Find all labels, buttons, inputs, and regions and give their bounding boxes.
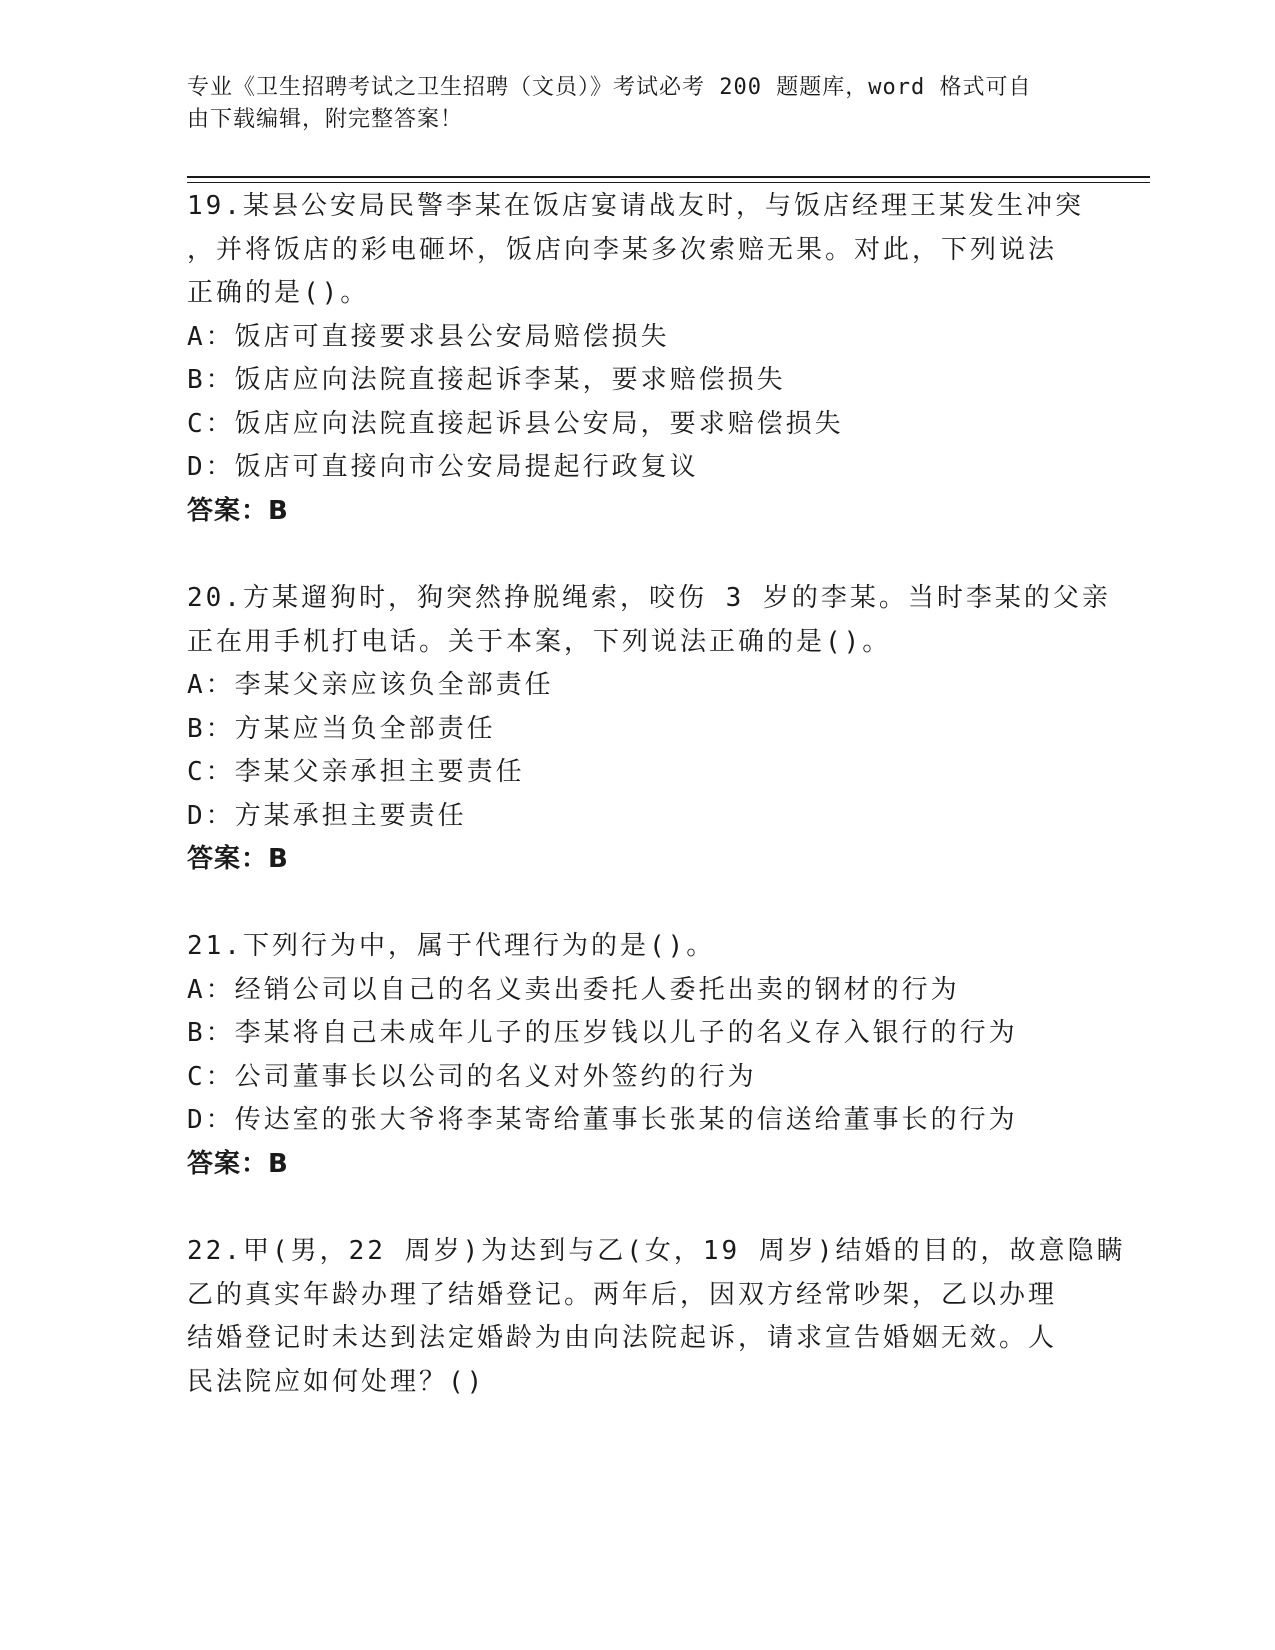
question-21-line-1: 21.下列行为中，属于代理行为的是()。 <box>187 931 716 961</box>
header-divider-thick <box>187 176 1150 178</box>
question-22-line-3: 结婚登记时未达到法定婚龄为由向法院起诉，请求宣告婚姻无效。人 <box>187 1323 1058 1353</box>
question-21-option-a: A：经销公司以自己的名义卖出委托人委托出卖的钢材的行为 <box>187 975 960 1005</box>
question-22-line-1: 22.甲(男，22 周岁)为达到与乙(女，19 周岁)结婚的目的，故意隐瞒 <box>187 1236 1126 1266</box>
question-20-answer: 答案：B <box>187 844 289 874</box>
header-line-2: 由下载编辑，附完整答案！ <box>187 107 464 132</box>
question-19-option-c: C：饭店应向法院直接起诉县公安局，要求赔偿损失 <box>187 409 844 439</box>
question-19-option-d: D：饭店可直接向市公安局提起行政复议 <box>187 452 699 482</box>
question-20-line-2: 正在用手机打电话。关于本案，下列说法正确的是()。 <box>187 627 892 657</box>
question-20-option-b: B：方某应当负全部责任 <box>187 714 496 744</box>
question-21-option-d: D：传达室的张大爷将李某寄给董事长张某的信送给董事长的行为 <box>187 1105 1018 1135</box>
question-20-option-c: C：李某父亲承担主要责任 <box>187 757 525 787</box>
question-20-line-1: 20.方某遛狗时，狗突然挣脱绳索，咬伤 3 岁的李某。当时李某的父亲 <box>187 583 1111 613</box>
question-19-line-3: 正确的是()。 <box>187 278 370 308</box>
header-divider-thin <box>187 182 1150 183</box>
header-line-1: 专业《卫生招聘考试之卫生招聘（文员）》考试必考 200 题题库，word 格式可自 <box>187 75 1032 100</box>
question-22-line-4: 民法院应如何处理？() <box>187 1367 486 1397</box>
question-21-option-b: B：李某将自己未成年儿子的压岁钱以儿子的名义存入银行的行为 <box>187 1018 1018 1048</box>
question-19-option-b: B：饭店应向法院直接起诉李某，要求赔偿损失 <box>187 365 786 395</box>
question-19-line-2: ，并将饭店的彩电砸坏，饭店向李某多次索赔无果。对此，下列说法 <box>187 235 1058 265</box>
question-21-answer: 答案：B <box>187 1149 289 1179</box>
question-22-line-2: 乙的真实年龄办理了结婚登记。两年后，因双方经常吵架，乙以办理 <box>187 1280 1058 1310</box>
question-21-option-c: C：公司董事长以公司的名义对外签约的行为 <box>187 1062 757 1092</box>
question-19-option-a: A：饭店可直接要求县公安局赔偿损失 <box>187 322 670 352</box>
document-header <box>187 72 1067 136</box>
question-20-option-d: D：方某承担主要责任 <box>187 801 467 831</box>
question-19-line-1: 19.某县公安局民警李某在饭店宴请战友时，与饭店经理王某发生冲突 <box>187 191 1084 221</box>
question-20-option-a: A：李某父亲应该负全部责任 <box>187 670 554 700</box>
question-19-answer: 答案：B <box>187 496 289 526</box>
